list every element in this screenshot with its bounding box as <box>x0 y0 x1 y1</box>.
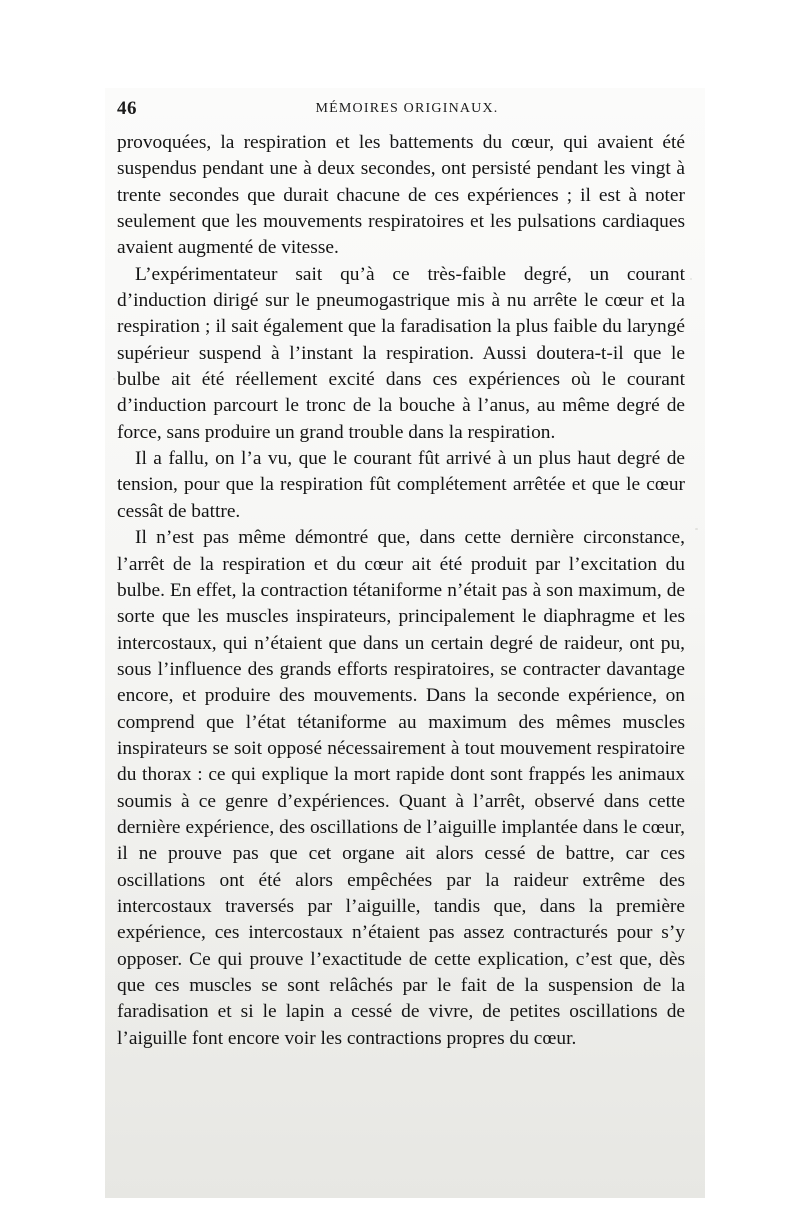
paper-speck <box>695 528 698 530</box>
paper-speck <box>690 278 692 280</box>
paper-speck <box>113 378 115 380</box>
paragraph: provoquées, la respiration et les battements du cœur, qui avaient été suspendus pendant une à deux secondes, ont persisté pendant les vingt à trente secondes que durait chacune de ces expériences ; il est à noter seulement que les mouvements respiratoires et les pulsations cardiaques avaient augmenté de vitesse. <box>117 132 685 259</box>
paragraph: Il n’est pas même démontré que, dans cette dernière circonstance, l’arrêt de la respiration et du cœur ait été produit par l’excitation du bulbe. En effet, la contraction tétaniforme n’était pas à son maximum, de sorte que les muscles inspirateurs, principalement le diaphragme et les intercostaux, qui n’étaient que dans un certain degré de raideur, ont pu, sous l’influence des grands efforts respiratoires, se contracter davantage encore, et produire des mouvements. Dans la seconde expérience, on comprend que l’état tétaniforme au maximum des mêmes muscles inspirateurs se soit opposé nécessairement à tout mouvement respiratoire du thorax : ce qui explique la mort rapide dont sont frappés les animaux soumis à ce genre d’expériences. Quant à l’arrêt, observé dans cette dernière expérience, des oscillations de l’aiguille implantée dans le cœur, il ne prouve pas que cet organe ait alors cessé de battre, car ces oscillations ont été alors empêchées par la raideur extrême des intercostaux traversés par l’aiguille, tandis que, dans la première expérience, ces intercostaux n’étaient pas assez contracturés pour s’y opposer. Ce qui prouve l’exactitude de cette explication, c’est que, dès que ces muscles se sont relâchés par le fait de la suspension de la faradisation et si le lapin a cessé de vivre, de petites oscillations de l’aiguille font encore voir les contractions propres du cœur. <box>117 527 685 1049</box>
running-head <box>117 98 697 122</box>
body-text <box>117 130 685 1052</box>
page-number: 46 <box>117 98 137 119</box>
running-title: MÉMOIRES ORIGINAUX. <box>315 101 499 116</box>
paragraph: Il a fallu, on l’a vu, que le courant fût arrivé à un plus haut degré de tension, pour que la respiration fût complétement arrêtée et que le cœur cessât de battre. <box>117 448 685 522</box>
paragraph: L’expérimentateur sait qu’à ce très-faible degré, un courant d’induction dirigé sur le pneumogastrique mis à nu arrête le cœur et la respiration ; il sait également que la faradisation la plus faible du laryngé supérieur suspend à l’instant la respiration. Aussi doutera-t-il que le bulbe ait été réellement excité dans ces expériences où le courant d’induction parcourt le tronc de la bouche à l’anus, au même degré de force, sans produire un grand trouble dans la respiration. <box>117 263 685 443</box>
